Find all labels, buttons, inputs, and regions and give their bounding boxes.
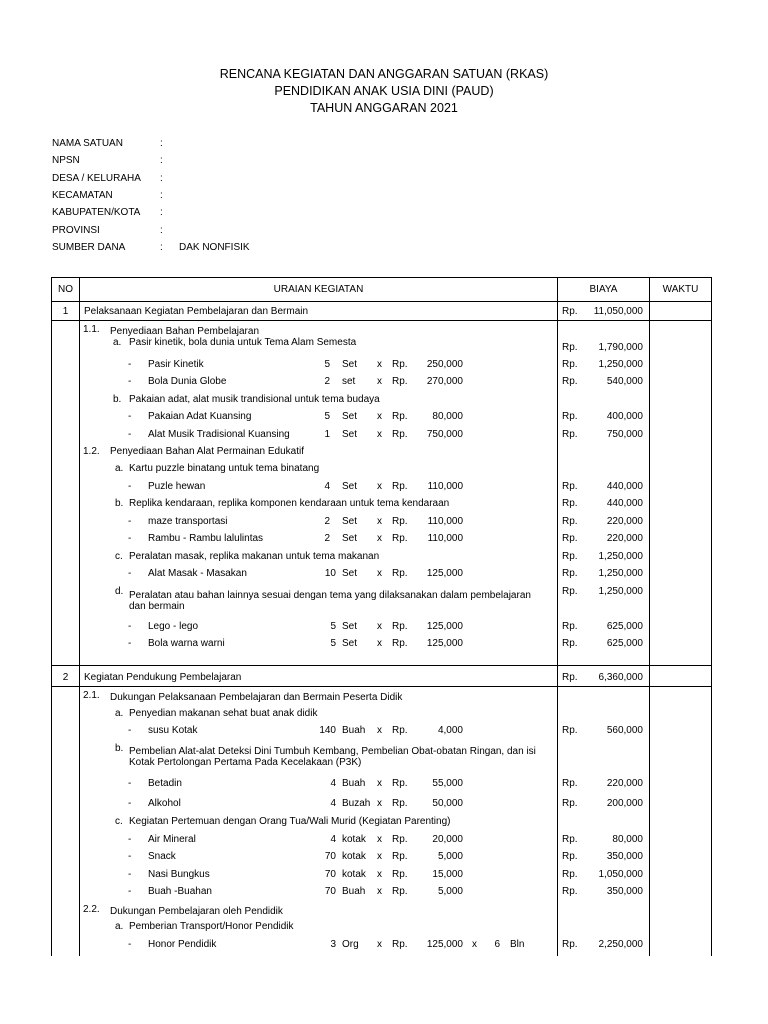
item-dash: - <box>128 568 132 579</box>
sub-title: Penyediaan Bahan Pembelajaran <box>110 326 259 337</box>
item-dash: - <box>128 725 132 736</box>
item-price: 110,000 <box>427 481 463 492</box>
item-unit: Buah <box>342 778 366 789</box>
item-qty: 2 <box>324 516 330 527</box>
group-letter: a. <box>113 337 122 348</box>
table-top-border <box>51 277 712 278</box>
currency-label: Rp. <box>562 621 578 632</box>
identity-label: KECAMATAN <box>52 190 113 201</box>
times-sign: x <box>377 359 382 370</box>
header-waktu: WAKTU <box>662 284 699 295</box>
item-price: 125,000 <box>426 568 463 579</box>
item-unit: kotak <box>342 869 366 880</box>
document-title-line-2: PENDIDIKAN ANAK USIA DINI (PAUD) <box>274 84 494 98</box>
item-dash: - <box>128 516 132 527</box>
item-unit: Set <box>342 638 358 649</box>
item-price: 55,000 <box>432 778 463 789</box>
identity-colon: : <box>160 190 163 201</box>
item-qty: 70 <box>324 851 336 862</box>
currency-label: Rp. <box>562 306 578 317</box>
times-sign: x <box>472 939 477 950</box>
item-qty: 3 <box>330 939 336 950</box>
item-qty: 70 <box>324 869 336 880</box>
item-qty: 2 <box>324 376 330 387</box>
item-name: Nasi Bungkus <box>148 869 210 880</box>
group-desc: Peralatan atau bahan lainnya sesuai dengan tema yang dilaksanakan dalam pembelajaran <box>129 590 531 601</box>
currency-label: Rp. <box>392 778 408 789</box>
sub-code: 2.2. <box>83 904 100 915</box>
currency-label: Rp. <box>562 869 578 880</box>
currency-label: Rp. <box>562 411 578 422</box>
group-letter: a. <box>115 463 124 474</box>
identity-colon: : <box>160 155 163 166</box>
times-sign: x <box>377 533 382 544</box>
currency-label: Rp. <box>562 568 578 579</box>
times-sign: x <box>377 886 382 897</box>
currency-label: Rp. <box>562 798 578 809</box>
header-no: NO <box>58 284 73 295</box>
item-price: 750,000 <box>426 429 463 440</box>
item-dash: - <box>128 939 132 950</box>
identity-label: NPSN <box>52 155 80 166</box>
section-number: 2 <box>62 672 69 683</box>
item-qty: 5 <box>324 359 330 370</box>
group-letter: a. <box>115 708 124 719</box>
times-sign: x <box>377 516 382 527</box>
section-title: Kegiatan Pendukung Pembelajaran <box>84 672 242 683</box>
item-price: 20,000 <box>432 834 463 845</box>
item-dash: - <box>128 481 132 492</box>
item-amount: 80,000 <box>612 834 643 845</box>
identity-colon: : <box>160 242 163 253</box>
item-price: 270,000 <box>426 376 463 387</box>
document-title-line-3: TAHUN ANGGARAN 2021 <box>310 101 458 115</box>
identity-colon: : <box>160 138 163 149</box>
item-name: Snack <box>148 851 176 862</box>
group-amount: 440,000 <box>606 498 643 509</box>
currency-label: Rp. <box>392 533 408 544</box>
times-sign: x <box>377 568 382 579</box>
currency-label: Rp. <box>392 411 408 422</box>
currency-label: Rp. <box>392 429 408 440</box>
item-unit: kotak <box>342 834 366 845</box>
item-dash: - <box>128 778 132 789</box>
item-name: Pakaian Adat Kuansing <box>148 411 252 422</box>
row-border <box>51 665 712 666</box>
identity-label: NAMA SATUAN <box>52 138 123 149</box>
header-biaya: BIAYA <box>589 284 618 295</box>
identity-label: SUMBER DANA <box>52 242 126 253</box>
currency-label: Rp. <box>562 376 578 387</box>
item-amount: 350,000 <box>606 851 643 862</box>
currency-label: Rp. <box>562 886 578 897</box>
item-dash: - <box>128 533 132 544</box>
item-amount: 220,000 <box>606 778 643 789</box>
group-letter: c. <box>115 551 123 562</box>
currency-label: Rp. <box>392 638 408 649</box>
item-amount: 560,000 <box>606 725 643 736</box>
currency-label: Rp. <box>392 834 408 845</box>
currency-label: Rp. <box>562 725 578 736</box>
col-border-biaya <box>649 277 650 956</box>
group-desc: Penyedian makanan sehat buat anak didik <box>129 708 318 719</box>
times-sign: x <box>377 834 382 845</box>
item-dash: - <box>128 621 132 632</box>
currency-label: Rp. <box>562 342 578 353</box>
group-desc: Peralatan masak, replika makanan untuk tema makanan <box>129 551 380 562</box>
item-unit: Buah <box>342 725 366 736</box>
times-sign: x <box>377 429 382 440</box>
item-qty: 5 <box>330 621 336 632</box>
item-duration-unit: Bln <box>510 939 525 950</box>
item-amount: 440,000 <box>606 481 643 492</box>
item-unit: Set <box>342 568 358 579</box>
item-qty: 5 <box>330 638 336 649</box>
col-border-no <box>79 277 80 956</box>
item-name: Pasir Kinetik <box>148 359 204 370</box>
item-amount: 200,000 <box>606 798 643 809</box>
currency-label: Rp. <box>392 621 408 632</box>
times-sign: x <box>377 411 382 422</box>
item-price: 5,000 <box>437 851 463 862</box>
item-unit: Set <box>342 481 358 492</box>
item-duration: 6 <box>494 939 500 950</box>
item-name: Rambu - Rambu lalulintas <box>148 533 264 544</box>
item-qty: 5 <box>324 411 330 422</box>
document-title-line-1: RENCANA KEGIATAN DAN ANGGARAN SATUAN (RKAS) <box>219 67 549 81</box>
item-unit: Set <box>342 516 358 527</box>
item-amount: 2,250,000 <box>598 939 643 950</box>
item-amount: 1,050,000 <box>598 869 643 880</box>
currency-label: Rp. <box>562 516 578 527</box>
currency-label: Rp. <box>562 672 578 683</box>
currency-label: Rp. <box>562 359 578 370</box>
item-price: 125,000 <box>426 638 463 649</box>
sub-code: 1.1. <box>83 324 100 335</box>
item-qty: 10 <box>324 568 336 579</box>
group-letter: b. <box>115 743 124 754</box>
currency-label: Rp. <box>392 886 408 897</box>
group-letter: a. <box>115 921 124 932</box>
item-name: susu Kotak <box>148 725 198 736</box>
item-dash: - <box>128 429 132 440</box>
header-bottom-border <box>51 301 712 302</box>
item-price: 50,000 <box>432 798 463 809</box>
group-letter: d. <box>115 586 124 597</box>
item-dash: - <box>128 359 132 370</box>
group-desc-continued: Kotak Pertolongan Pertama Pada Kecelakaan (P3K) <box>129 757 362 768</box>
currency-label: Rp. <box>392 376 408 387</box>
currency-label: Rp. <box>562 533 578 544</box>
times-sign: x <box>377 778 382 789</box>
item-dash: - <box>128 869 132 880</box>
currency-label: Rp. <box>392 725 408 736</box>
group-desc: Kartu puzzle binatang untuk tema binatang <box>129 463 320 474</box>
group-amount: 1,250,000 <box>598 551 643 562</box>
identity-colon: : <box>160 173 163 184</box>
item-name: Bola warna warni <box>148 638 225 649</box>
item-name: Lego - lego <box>148 621 199 632</box>
group-desc: Pembelian Alat-alat Deteksi Dini Tumbuh Kembang, Pembelian Obat-obatan Ringan, dan isi <box>129 746 536 757</box>
item-unit: Org <box>342 939 359 950</box>
row-border <box>51 320 712 321</box>
times-sign: x <box>377 481 382 492</box>
identity-colon: : <box>160 207 163 218</box>
currency-label: Rp. <box>562 586 578 597</box>
item-price: 250,000 <box>426 359 463 370</box>
item-qty: 70 <box>324 886 336 897</box>
item-price: 15,000 <box>432 869 463 880</box>
item-amount: 625,000 <box>606 621 643 632</box>
sub-code: 1.2. <box>83 446 100 457</box>
item-unit: Set <box>342 429 358 440</box>
group-desc: Replika kendaraan, replika komponen kendaraan untuk tema kendaraan <box>129 498 450 509</box>
identity-colon: : <box>160 225 163 236</box>
item-name: Alat Musik Tradisional Kuansing <box>148 429 290 440</box>
section-title: Pelaksanaan Kegiatan Pembelajaran dan Bermain <box>84 306 309 317</box>
currency-label: Rp. <box>562 638 578 649</box>
times-sign: x <box>377 725 382 736</box>
item-name: maze transportasi <box>148 516 228 527</box>
item-amount: 750,000 <box>606 429 643 440</box>
times-sign: x <box>377 869 382 880</box>
item-dash: - <box>128 638 132 649</box>
times-sign: x <box>377 376 382 387</box>
currency-label: Rp. <box>562 834 578 845</box>
col-border-left <box>51 277 52 956</box>
item-unit: Set <box>342 621 358 632</box>
item-price: 125,000 <box>426 939 463 950</box>
item-qty: 2 <box>324 533 330 544</box>
item-name: Buah -Buahan <box>148 886 212 897</box>
item-qty: 4 <box>324 481 330 492</box>
currency-label: Rp. <box>392 359 408 370</box>
item-amount: 1,250,000 <box>598 359 643 370</box>
currency-label: Rp. <box>392 869 408 880</box>
item-qty: 1 <box>324 429 330 440</box>
identity-label: DESA / KELURAHA <box>52 173 141 184</box>
sub-title: Dukungan Pembelajaran oleh Pendidik <box>110 906 283 917</box>
currency-label: Rp. <box>562 429 578 440</box>
group-amount: 1,250,000 <box>598 586 643 597</box>
currency-label: Rp. <box>392 939 408 950</box>
sub-code: 2.1. <box>83 690 100 701</box>
section-number: 1 <box>62 306 69 317</box>
item-price: 110,000 <box>427 533 463 544</box>
group-letter: b. <box>115 498 124 509</box>
item-price: 125,000 <box>426 621 463 632</box>
item-price: 80,000 <box>432 411 463 422</box>
item-amount: 400,000 <box>606 411 643 422</box>
item-qty: 4 <box>330 834 336 845</box>
item-amount: 350,000 <box>606 886 643 897</box>
times-sign: x <box>377 939 382 950</box>
section-amount: 6,360,000 <box>598 672 643 683</box>
item-amount: 220,000 <box>606 516 643 527</box>
item-dash: - <box>128 411 132 422</box>
item-qty: 4 <box>330 798 336 809</box>
item-unit: set <box>342 376 356 387</box>
group-desc: Pakaian adat, alat musik trandisional untuk tema budaya <box>129 394 380 405</box>
item-name: Alkohol <box>148 798 181 809</box>
section-amount: 11,050,000 <box>593 306 643 317</box>
group-desc: Pemberian Transport/Honor Pendidik <box>129 921 294 932</box>
currency-label: Rp. <box>562 939 578 950</box>
row-border <box>51 686 712 687</box>
col-border-uraian <box>557 277 558 956</box>
group-amount: 1,790,000 <box>598 342 643 353</box>
currency-label: Rp. <box>392 568 408 579</box>
times-sign: x <box>377 798 382 809</box>
sub-title: Dukungan Pelaksanaan Pembelajaran dan Bermain Peserta Didik <box>110 692 403 703</box>
col-border-right <box>711 277 712 956</box>
item-price: 5,000 <box>437 886 463 897</box>
item-unit: Buah <box>342 886 366 897</box>
times-sign: x <box>377 851 382 862</box>
identity-value: DAK NONFISIK <box>179 242 250 253</box>
currency-label: Rp. <box>562 851 578 862</box>
times-sign: x <box>377 621 382 632</box>
item-unit: Set <box>342 533 358 544</box>
header-uraian: URAIAN KEGIATAN <box>273 284 364 295</box>
item-unit: Set <box>342 359 358 370</box>
item-dash: - <box>128 834 132 845</box>
group-desc: Pasir kinetik, bola dunia untuk Tema Alam Semesta <box>129 337 357 348</box>
item-dash: - <box>128 886 132 897</box>
item-unit: kotak <box>342 851 366 862</box>
item-name: Betadin <box>148 778 182 789</box>
currency-label: Rp. <box>562 778 578 789</box>
currency-label: Rp. <box>562 481 578 492</box>
currency-label: Rp. <box>392 516 408 527</box>
currency-label: Rp. <box>562 498 578 509</box>
item-unit: Buzah <box>342 798 371 809</box>
currency-label: Rp. <box>562 551 578 562</box>
item-price: 4,000 <box>437 725 463 736</box>
item-amount: 220,000 <box>606 533 643 544</box>
item-unit: Set <box>342 411 358 422</box>
sub-title: Penyediaan Bahan Alat Permainan Edukatif <box>110 446 305 457</box>
item-dash: - <box>128 851 132 862</box>
group-desc-continued: dan bermain <box>129 601 185 612</box>
item-name: Puzle hewan <box>148 481 206 492</box>
item-amount: 540,000 <box>606 376 643 387</box>
item-amount: 625,000 <box>606 638 643 649</box>
item-dash: - <box>128 798 132 809</box>
item-price: 110,000 <box>427 516 463 527</box>
item-name: Honor Pendidik <box>148 939 217 950</box>
identity-label: PROVINSI <box>52 225 100 236</box>
group-letter: c. <box>115 816 123 827</box>
item-amount: 1,250,000 <box>598 568 643 579</box>
times-sign: x <box>377 638 382 649</box>
group-letter: b. <box>113 394 122 405</box>
item-qty: 4 <box>330 778 336 789</box>
item-qty: 140 <box>319 725 336 736</box>
currency-label: Rp. <box>392 798 408 809</box>
identity-label: KABUPATEN/KOTA <box>52 207 141 218</box>
item-name: Alat Masak - Masakan <box>148 568 247 579</box>
item-dash: - <box>128 376 132 387</box>
group-desc: Kegiatan Pertemuan dengan Orang Tua/Wali Murid (Kegiatan Parenting) <box>129 816 451 827</box>
currency-label: Rp. <box>392 481 408 492</box>
item-name: Air Mineral <box>148 834 196 845</box>
item-name: Bola Dunia Globe <box>148 376 227 387</box>
currency-label: Rp. <box>392 851 408 862</box>
